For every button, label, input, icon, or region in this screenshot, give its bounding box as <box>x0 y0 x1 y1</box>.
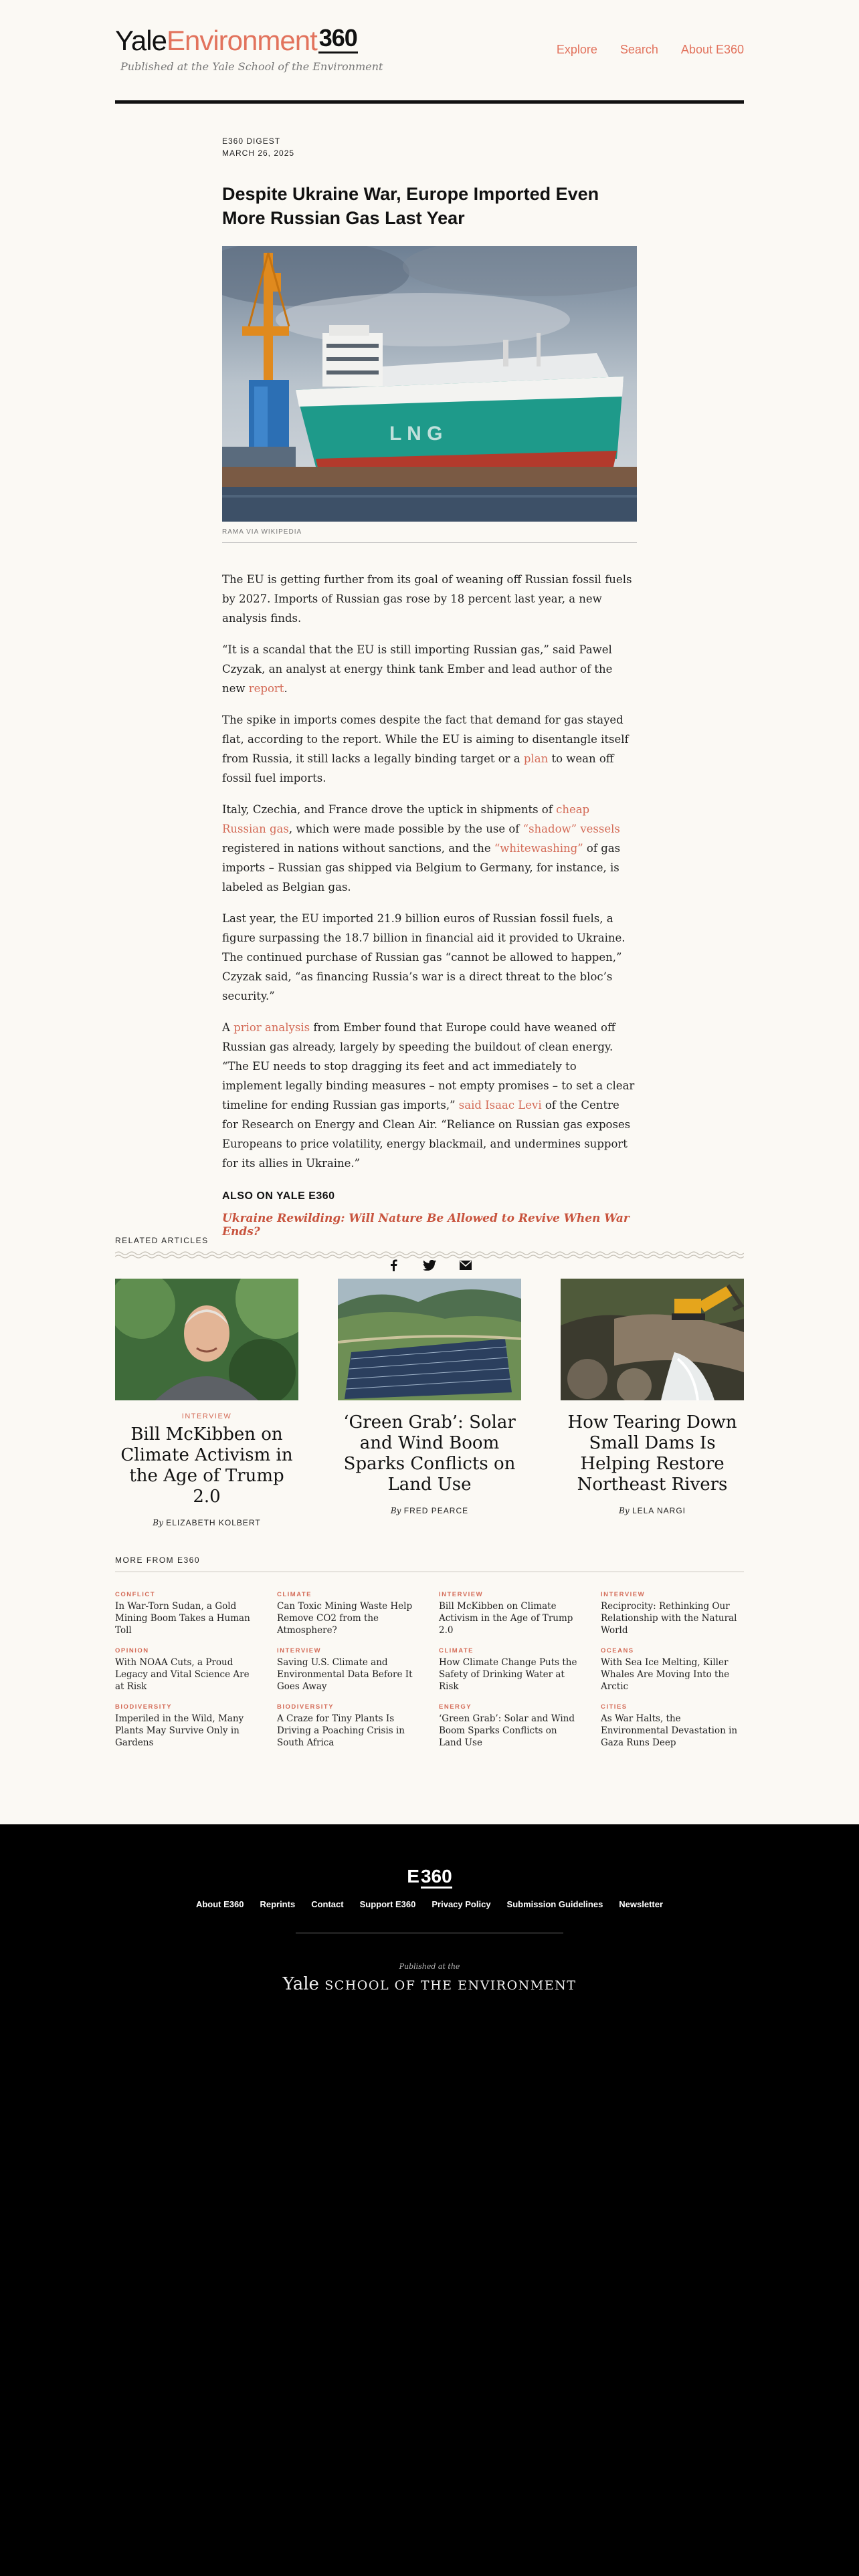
paragraph-3 <box>222 710 637 788</box>
svg-text:L N G: L N G <box>389 423 443 445</box>
related-image-solar-valley[interactable] <box>338 1279 521 1400</box>
footer-nav <box>0 1899 859 1909</box>
list-item[interactable] <box>115 1647 258 1693</box>
article-kicker: E360 DIGEST <box>222 136 281 146</box>
related-byline <box>115 1518 298 1527</box>
byline-by: By <box>153 1518 163 1527</box>
list-item[interactable] <box>277 1647 420 1693</box>
footer-link-contact[interactable]: Contact <box>311 1899 344 1909</box>
item-category: INTERVIEW <box>439 1591 484 1598</box>
list-item[interactable] <box>439 1703 582 1749</box>
image-credit: RAMA VIA WIKIPEDIA <box>222 528 302 536</box>
article-date: MARCH 26, 2025 <box>222 148 295 158</box>
report-link[interactable]: report <box>248 682 284 695</box>
related-articles <box>115 1236 744 1527</box>
item-category: CLIMATE <box>277 1591 312 1598</box>
list-item[interactable] <box>439 1647 582 1693</box>
item-category: OPINION <box>115 1647 149 1654</box>
cheap-russian-gas-link[interactable]: cheap Russian gas <box>222 803 590 835</box>
solar-illustration <box>338 1279 521 1400</box>
related-title[interactable]: ‘Green Grab’: Solar and Wind Boom Sparks Conflicts on Land Use <box>343 1412 516 1495</box>
also-on-link[interactable]: Ukraine Rewilding: Will Nature Be Allowed to Revive When War Ends? <box>222 1212 630 1239</box>
item-title[interactable]: Reciprocity: Rethinking Our Relationship with the Natural World <box>601 1601 737 1636</box>
tanker-illustration <box>222 246 637 522</box>
paragraph-2 <box>222 640 637 698</box>
article <box>222 136 637 1272</box>
plan-link[interactable]: plan <box>523 752 549 765</box>
p3-text-b: to wean off fossil fuel imports. <box>222 752 614 784</box>
footer-link-newsletter[interactable]: Newsletter <box>619 1899 664 1909</box>
more-from-e360 <box>115 1555 744 1759</box>
logo-environment: Environment <box>166 25 317 56</box>
credit-divider <box>222 542 637 543</box>
nav-search[interactable]: Search <box>619 43 658 56</box>
site-header <box>115 23 744 103</box>
site-logo[interactable] <box>115 23 358 60</box>
item-category: INTERVIEW <box>601 1591 646 1598</box>
item-title[interactable]: Saving U.S. Climate and Environmental Data Before It Goes Away <box>277 1657 413 1692</box>
paragraph-1: The EU is getting further from its goal of weaning off Russian fossil fuels by 2027. Imports of Russian gas rose by 18 percent last year, a new analysis finds. <box>222 573 632 625</box>
related-card-3[interactable] <box>561 1279 744 1527</box>
also-on-label: ALSO ON YALE E360 <box>222 1190 335 1202</box>
related-byline <box>338 1506 521 1515</box>
wavy-divider <box>115 1251 744 1259</box>
p4-text-a: Italy, Czechia, and France drove the uptick in shipments of <box>222 803 557 816</box>
item-title[interactable]: With NOAA Cuts, a Proud Legacy and Vital Science Are at Risk <box>115 1657 250 1692</box>
site-tagline: Published at the Yale School of the Environment <box>120 60 383 73</box>
item-category: INTERVIEW <box>277 1647 322 1654</box>
item-title[interactable]: Can Toxic Mining Waste Help Remove CO2 from the Atmosphere? <box>277 1601 413 1636</box>
footer-link-about[interactable]: About E360 <box>195 1899 244 1909</box>
isaac-levi-link[interactable]: said Isaac Levi <box>458 1099 542 1111</box>
item-title[interactable]: Bill McKibben on Climate Activism in the Age of Trump 2.0 <box>439 1601 573 1636</box>
nav-explore[interactable]: Explore <box>556 43 597 56</box>
dam-illustration <box>561 1279 744 1400</box>
item-category: ENERGY <box>439 1703 472 1711</box>
item-category: OCEANS <box>601 1647 634 1654</box>
list-item[interactable] <box>277 1591 420 1636</box>
p3-text-a: The spike in imports comes despite the fact that demand for gas stayed flat, according to the report. While the EU is aiming to disentangle itself from Russia, it still lacks a legally binding target or a <box>222 714 629 765</box>
article-title: Despite Ukraine War, Europe Imported Even More Russian Gas Last Year <box>222 184 599 228</box>
byline-author: LELA NARGI <box>632 1506 686 1515</box>
footer-school: SCHOOL OF THE ENVIRONMENT <box>324 1978 577 1993</box>
item-category: CITIES <box>601 1703 628 1711</box>
site-footer <box>0 1824 859 2576</box>
p2-text-a: “It is a scandal that the EU is still importing Russian gas,” said Pawel Czyzak, an analyst at energy think tank Ember and lead author of the new <box>222 643 613 695</box>
related-image-portrait[interactable] <box>115 1279 298 1400</box>
item-category: BIODIVERSITY <box>277 1703 335 1711</box>
list-item[interactable] <box>439 1591 582 1636</box>
item-title[interactable]: In War-Torn Sudan, a Gold Mining Boom Takes a Human Toll <box>115 1601 250 1636</box>
byline-by: By <box>619 1506 630 1515</box>
footer-link-privacy[interactable]: Privacy Policy <box>432 1899 491 1909</box>
list-item[interactable] <box>115 1703 258 1749</box>
list-item[interactable] <box>601 1703 744 1749</box>
list-item[interactable] <box>115 1591 258 1636</box>
list-item[interactable] <box>601 1591 744 1636</box>
footer-logo-360: 360 <box>421 1866 452 1889</box>
logo-yale: Yale <box>115 25 167 56</box>
paragraph-4 <box>222 800 637 897</box>
p4-text-b: , which were made possible by the use of <box>288 823 523 835</box>
item-title[interactable]: Imperiled in the Wild, Many Plants May Survive Only in Gardens <box>115 1713 244 1748</box>
related-card-1[interactable] <box>115 1279 298 1527</box>
footer-logo-e: E <box>407 1866 419 1887</box>
byline-author: ELIZABETH KOLBERT <box>166 1518 261 1527</box>
byline-author: FRED PEARCE <box>403 1506 469 1515</box>
item-title[interactable]: A Craze for Tiny Plants Is Driving a Poaching Crisis in South Africa <box>277 1713 405 1748</box>
more-columns <box>115 1591 744 1759</box>
footer-logo[interactable] <box>0 1866 859 1887</box>
list-item[interactable] <box>277 1703 420 1749</box>
related-label: RELATED ARTICLES <box>115 1236 209 1245</box>
item-title[interactable]: ‘Green Grab’: Solar and Wind Boom Sparks Conflicts on Land Use <box>439 1713 575 1748</box>
hero-image-lng-tanker <box>222 246 637 522</box>
p6-text-b: from Ember found that Europe could have weaned off Russian gas already, largely by speeding the buildout of clean energy. “The EU needs to stop dragging its feet and act immediately to implement legally binding measures – not empty promises – to set a clear timeline for ending Russian gas imports,” <box>222 1021 635 1111</box>
more-column-2 <box>277 1591 420 1759</box>
related-byline <box>561 1506 744 1515</box>
more-column-4 <box>601 1591 744 1759</box>
p4-text-c: registered in nations without sanctions, and the <box>222 842 494 855</box>
footer-yale-school-logo[interactable] <box>0 1974 859 1994</box>
item-category: CLIMATE <box>439 1647 474 1654</box>
header-divider <box>115 100 744 104</box>
item-category: CONFLICT <box>115 1591 156 1598</box>
related-title[interactable]: How Tearing Down Small Dams Is Helping Restore Northeast Rivers <box>567 1412 737 1495</box>
more-column-1 <box>115 1591 258 1759</box>
shadow-vessels-link[interactable]: “shadow” vessels <box>522 823 620 835</box>
footer-link-reprints[interactable]: Reprints <box>260 1899 296 1909</box>
main-nav <box>557 43 744 57</box>
whitewashing-link[interactable]: “whitewashing” <box>494 842 583 855</box>
more-label: MORE FROM E360 <box>115 1555 201 1565</box>
more-column-3 <box>439 1591 582 1759</box>
p4-text-d: of gas imports – Russian gas shipped via Belgium to Germany, for instance, is labeled as Belgian gas. <box>222 842 621 893</box>
related-image-dam-removal[interactable] <box>561 1279 744 1400</box>
prior-analysis-link[interactable]: prior analysis <box>233 1021 310 1034</box>
footer-published-at: Published at the <box>399 1962 460 1971</box>
related-title[interactable]: Bill McKibben on Climate Activism in the Age of Trump 2.0 <box>120 1424 293 1507</box>
item-title[interactable]: As War Halts, the Environmental Devastation in Gaza Runs Deep <box>601 1713 738 1748</box>
p6-text-a: A <box>222 1021 234 1034</box>
related-tag: INTERVIEW <box>181 1412 232 1420</box>
item-title[interactable]: With Sea Ice Melting, Killer Whales Are Moving Into the Arctic <box>601 1657 730 1692</box>
paragraph-5: Last year, the EU imported 21.9 billion euros of Russian fossil fuels, a figure surpassing the 18.7 billion in financial aid it provided to Ukraine. The continued purchase of Russian gas “cannot be allowed to happen,” Czyzak said, “as financing Russia’s war is a direct threat to the bloc’s security.” <box>222 912 626 1002</box>
item-category: BIODIVERSITY <box>115 1703 173 1711</box>
related-card-2[interactable] <box>338 1279 521 1527</box>
related-cards <box>115 1279 744 1527</box>
p6-text-c: of the Centre for Research on Energy and Clean Air. “Reliance on Russian gas exposes Europeans to price volatility, energy blackmail, and undermines support for its allies in Ukraine.” <box>222 1099 631 1170</box>
p2-text-b: . <box>284 682 288 695</box>
footer-yale: Yale <box>282 1974 319 1994</box>
byline-by: By <box>390 1506 401 1515</box>
paragraph-6 <box>222 1018 637 1173</box>
footer-link-submission[interactable]: Submission Guidelines <box>506 1899 603 1909</box>
item-title[interactable]: How Climate Change Puts the Safety of Drinking Water at Risk <box>439 1657 577 1692</box>
nav-about[interactable]: About E360 <box>680 43 744 56</box>
logo-360: 360 <box>318 24 358 53</box>
list-item[interactable] <box>601 1647 744 1693</box>
article-body <box>222 570 637 1173</box>
footer-link-support[interactable]: Support E360 <box>359 1899 416 1909</box>
portrait-illustration <box>115 1279 298 1400</box>
